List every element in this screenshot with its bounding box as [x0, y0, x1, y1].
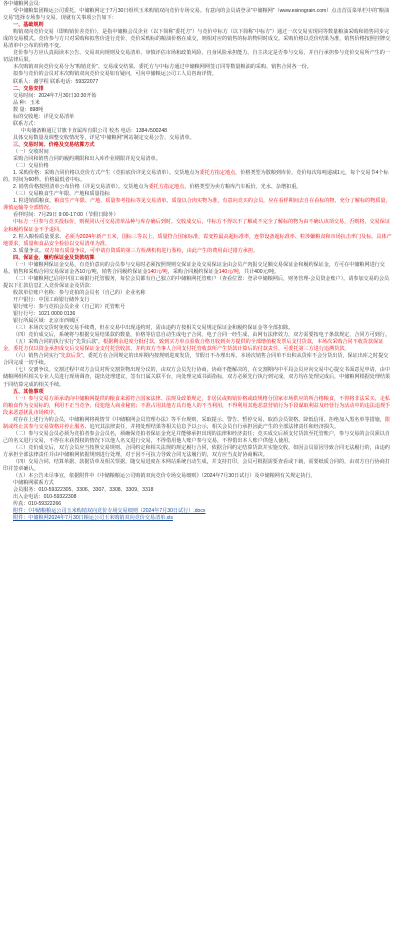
depot-contact: 中央储备粮通辽甘旗卡直属库有限公司 校杰 电话：1384√500248	[21, 127, 168, 134]
paragraph: 银行账号：参与竞拍会员企业（自己的）托管账号	[13, 304, 126, 311]
paragraph: 3. 质量争议。双方如有质量争议，可申请有资质的第三方检测机构进行鉴检，由此产生的费用由过错方承担。	[13, 247, 259, 254]
paragraph: 看样时间：7月29日 9:00-17:00（节假日除外）	[13, 212, 119, 219]
paragraph: 1. 粒进销质粮食。粮食生产年限、产地、质量参考指标等见交易清单。质量以合肉实物为准，有意向竞买的会员，应在看样期间去自在看标的物、充分了解标的物质量，谨慎运输等全部情况。	[3, 198, 391, 212]
section-items	[3, 262, 392, 389]
paragraph: （五）本公告未尽事宜，依据附件中《中储粮粮运公司购销双向竞价专场交易细则》（2024年7月30日试行）及中储粮网有关规定执行。	[13, 473, 316, 480]
subsection-title: （一）交收时间	[13, 148, 49, 155]
section-title: 四、保证金、履约保证金及货款结算	[13, 254, 95, 261]
contact-org: 中储粮网联系方式	[13, 480, 54, 487]
paragraph: （二）参与交易会员必须为竞拍者参会会员名，须确保竞拍者保证金充足并能够承担出现的法律和经济责任；竞买成交后须支付货款至托管账户，参与交易的会员须以自己的名义进行交易，不得在未获授权的情况下以他人名义进行交易，不得借用他人账户参与交易，不得借出本人账户供他人使用。	[3, 430, 390, 444]
attachment-list-link[interactable]: 附件：中储粮网2024年7月30日粮运公司玉米购销双向竞价交易清单.xls	[13, 515, 173, 522]
subsection-title: （二）交易价格	[13, 163, 49, 170]
section-title: 三、交易时间、价格及交易结算方式	[13, 141, 95, 148]
paragraph: （四）竞价成交后，系统将与根据交易结果款的数量，价格等信息自动生成电子合同。电子合同一经生成，由网有法律效力，双方需要按电子条款规定，合同方可到行。	[13, 332, 390, 339]
contact-phone: 会员服务：010-59322305、3306、3307、3308、3309、3318	[13, 487, 154, 494]
paragraph: （三）竞价成交后，双方会员应当按照交易规则、合同约定和相关法规的规定履行合同，依据合同约定结算货款并实施交收，如因会员原因导致合同无法履行的，由违约方承担全部法律责任并由中储粮网依据规则进行处理，对于因不可抗力导致合同无法履行的，双方应当友好协商解决。	[3, 444, 390, 458]
section-title: 五、其他事项	[13, 388, 44, 395]
section-title: 一、基础规则	[13, 22, 44, 29]
paragraph: 开户银行：中国工商银行储外支行	[13, 296, 90, 303]
attachment-rules-link[interactable]: 附件：《中储粮粮运公司玉米购销双向竞价专场交易细则（2024年7月30日试行）.docx	[13, 508, 206, 515]
paragraph: 银行所属区域：北京市西城区	[13, 318, 80, 325]
paragraph: （五）采购合同的执行实行“先货后款”。根据剩余进度分批付款，致到买方单点验收合格且收到卖方提供的全部增值税发票后支付货款，本场次采购合同不收货款保证金，委托方仅以资金承担成交后交易保证金支付托管收款、并约双方当事人合同支付托管收款所产生货款计算后的付款责任，可委托第三方进行追溯货款。	[3, 339, 384, 353]
paragraph: 采购合同和销售合同的履约期限和出入库作业期限详见交易清单。	[13, 156, 161, 163]
section-items	[3, 149, 392, 255]
section-items	[3, 396, 392, 481]
contact-finance: 出入金电话：010-59322308	[13, 494, 77, 501]
paragraph: 中标方一旦参与竞买投标价，则视同认可交易清单品种与库存确后到时。交收成交后，中标方不得以不了解或不完全了解标的物为由不确认该项交易，否则将，交易保证金和履约保证金不予退回。	[3, 219, 390, 233]
contact-line: 联系人：谢学程 联系电话：59322077	[13, 78, 99, 85]
paragraph: （四）交易合同、结算单据、款据货单及相关票据，随交易进度在本网站系统自动生成，并支持打印，会员可根据需要查看或下载，需要纸质合同的，由双方自行协商打印并签章确认。	[3, 459, 390, 473]
paragraph: 对存在上述行为的会员，中储粮网将视情节《中储粮网会员管理办法》等平台规则，采取提示、警告、暂停交易、取消会员资格、降低信用、拒绝加入黑名单等措施，限制或终止其参与交易资格并停止服务、追究其法律责任，并将处理结果等相关信息予以公示，相关会员自行承担因此产生的全部法律责任和经济损失。	[3, 416, 390, 430]
paragraph: 2. 销售价格按照清单公布价格（详见交易清单）。交货地点为委托方指定地点，价格类型为卖方粮库汽车板价。光水、杂增扣重。	[13, 184, 302, 191]
paragraph: （七）交割争议。交割过程中双方会员对所交割货物出现分议的，由双方会员先行协商，协商不能解决的，在交割期内中平局会员应向交易中心提交书面意见申请，由中储粮网组织相关专业人员进行现场调查，提出处理建议，签有日属关联平台，向处理完成书面指标，双方必须先行执行到完成，双方均在处理完成后，中储粮网根据处理结果于同结算完成的相关手续。	[3, 367, 391, 388]
section-other	[3, 389, 392, 481]
paragraph: 拟参与竞价的会员对本次购销双向竞价交易如有疑问，可向中储粮运公司工人员咨询详情。	[13, 71, 217, 78]
paragraph: 2. 粒入粮检质量要求。必须为2024年新产玉米，国标三等以上，质量符合国家标准，霉变粒最高超标准率，连带设备超标准率、粒涉嫌粮食和市场抗击率门及标。具体产地要求，质量和食品安全检验以交易清单为准。	[3, 233, 392, 247]
paragraph: （一）中储粮网保证金交易，有竞价意向的会员参与交易时必须按照规则交保证金及交易保证金由会员产肉报交足额交易保证金和履约保证金，方可在中储粮网进行交易。销售和采购合同交易保证金各10元/吨，销售合同履约保证金140元/吨，采购合同履约保证金140元/吨，共计400元/吨。	[3, 261, 385, 275]
section-title: 二、交易安排	[13, 85, 44, 92]
paragraph: 购销双向竞价交易（即购销价差竞价），是指中储粮会员企业（以下简称“委托方”）与竞价中标方（以下简称“中标方”）通过一次交易实现同等数量粮油采购和销售同步完成的交易模式。竞价参与方只对采购和拟售价进行竞价，竞价采购标的粮油价格在成交，则相对应的销售的标的物同时成交。采购价格以竞价结果为准，销售价格按照挂牌交易清单中公布的价格不变。	[3, 29, 391, 50]
section-basic-rules	[3, 22, 392, 85]
section-trade-arrangement	[3, 86, 392, 142]
intro-paragraph: 受中储粮集团粮运公司委托，中储粮网定于7月30日组织玉米购销双向竞价专场交易。有意向的会员请登录“中储粮网”（www.esinograin.com）点击首页菜单栏中的“粮油交易”选择专场参与交易。现就有关事项公告如下：	[3, 8, 390, 22]
paragraph: （三）本场次交货时免收交易手续费，但在交易中出现违约时，需由违约方按相关交易规定保证金和履约保证金等全部扣除。	[13, 325, 294, 332]
trade-time: 交易时间：2024年7月30日10:30开始	[13, 92, 97, 99]
details-note: 具体交易数量及调整交收情况等，详见“中储粮网”网站制定交易公告、交易清单。	[13, 134, 195, 141]
section-deposit	[3, 255, 392, 389]
paragraph: （二）中储粮网已启用中国工商银行托管服务，每位会员都有自己独立的中储粮网托管账户（查看位置：登录中储粮网后，财务管理-会员资金账户）。请参加交易的会员提以下汇款信息汇入竞价保证金及货款：	[3, 275, 390, 289]
contact-label: 联系方式：	[13, 120, 39, 127]
quantity: 数 量：898吨	[13, 106, 44, 113]
paragraph: （六）销售合同实行“先款后货”。委托方在合同规定的出库期内按规则进度发货，节假日不办理出库。本场次销售合同单不出积从货库不会分货出货，保证出库之时提交合同完成一切手续。	[3, 353, 389, 367]
paragraph: 竞价参与方应认真阅读本公告、交易双向规则及交易清单、审慎评估市场和政策风险、自身风险承担能力。自主决定是否参与交易，并自行承担参与竞价交易所产生的一切法律后果。	[3, 50, 390, 64]
paragraph: （一）参与交易方须承诺向中储粮网提供的粮食来源符合国家法律、法规及政策规定，非居民或购销价格或政规格分国家市场供应的所合格粮食，不得将非法采买、走私的粮食作为交易标的，利用不正当竞争，侵犯他人商业秘密；不准占用其他方具有他人的不当利用，不得利用其他恶意营销行为手段谋取利益及经营行为活动中的违法违规手段来恶意扰乱市场秩序。	[3, 395, 391, 416]
greeting: 各中储粮网会员：	[3, 1, 44, 7]
variety: 品 种：玉米	[13, 99, 40, 106]
paragraph: 本次购销双向竞价交易分为“购销竞价”、交易成交结果、委托方与中标方通过中储粮网网签订同等数量粮油的采购、销售合同各一份。	[13, 64, 312, 71]
subsection-title: （三）交易粮食生产年限、产地和质量指标	[13, 191, 110, 198]
paragraph: 银行行号：1021 0000 0136	[13, 311, 76, 318]
section-price-settlement	[3, 142, 392, 255]
contact-fax: 传真：010-59322266	[13, 501, 62, 508]
delivery-location: 标的交收地：详见交易清单	[13, 113, 75, 120]
paragraph: 1. 采购价格：采购合同价格以竞价方式产生（竞拍底价详见交易清单）。交货地点为委托方指定地点，价格类型为散粮到库价。竞价每次每吨递减1元，每个交易节4个标的，时间为60秒。价格最低者中标。	[3, 170, 389, 184]
paragraph: 收款单位账户名称：参与竞拍的会员名（自己的）企业名称	[13, 289, 146, 296]
